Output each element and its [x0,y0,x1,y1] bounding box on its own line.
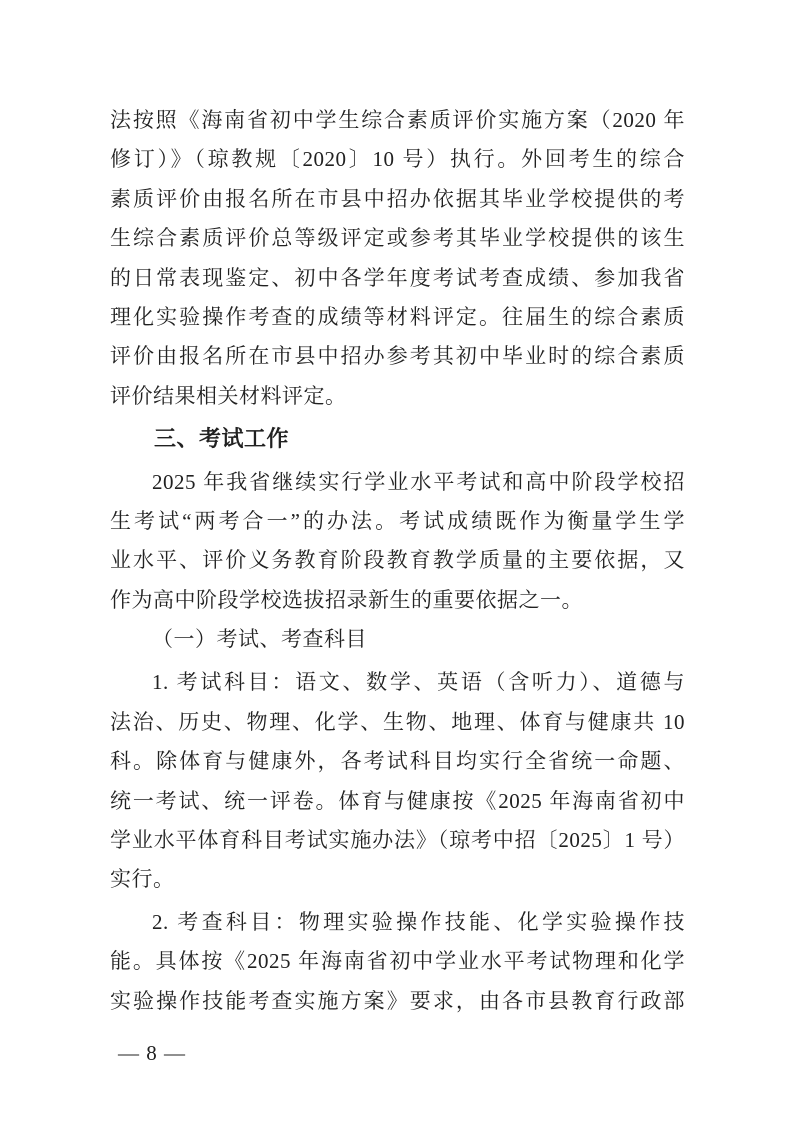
text-line: （一）考试、考查科目 [152,627,367,652]
text-line: 业水平、评价义务教育阶段教育教学质量的主要依据，又 [110,548,685,573]
text-line: 实验操作技能考查实施方案》要求，由各市县教育行政部 [110,988,685,1013]
text-line: 能。具体按《2025 年海南省初中学业水平考试物理和化学 [110,949,685,974]
document-body [110,101,685,1021]
text-line: 1. 考试科目：语文、数学、英语（含听力）、道德与 [152,670,685,695]
text-line: 生综合素质评价总等级评定或参考其毕业学校提供的该生 [110,226,685,251]
paragraph-assessment-subjects [110,903,685,1021]
text-line: 统一考试、统一评卷。体育与健康按《2025 年海南省初中 [110,788,685,813]
text-line: 理化实验操作考查的成绩等材料评定。往届生的综合素质 [110,304,685,329]
text-line: 2. 考查科目：物理实验操作技能、化学实验操作技 [152,909,685,934]
paragraph-comprehensive-quality-evaluation [110,101,685,416]
text-line: 评价由报名所在市县中招办参考其初中毕业时的综合素质 [110,344,685,369]
page-number: — 8 — [118,1041,186,1065]
text-line: 法按照《海南省初中学生综合素质评价实施方案（2020 年 [110,108,685,132]
text-line: 素质评价由报名所在市县中招办依据其毕业学校提供的考 [110,186,685,211]
text-line: 学业水平体育科目考试实施办法》（琼考中招〔2025〕1 号） [110,828,685,853]
text-line: 实行。 [110,867,175,892]
subsection-heading-exam-subjects [110,620,685,659]
text-line: 生考试“两考合一”的办法。考试成绩既作为衡量学生学 [110,508,685,533]
text-line: 作为高中阶段学校选拔招录新生的重要依据之一。 [110,587,583,612]
text-line: 科。除体育与健康外，各考试科目均实行全省统一命题、 [110,749,685,774]
text-line: 修订）》（琼教规〔2020〕10 号）执行。外回考生的综合 [110,147,685,172]
section-heading-exam-work [110,419,685,458]
text-line: 法治、历史、物理、化学、生物、地理、体育与健康共 10 [110,709,685,734]
paragraph-two-exams-in-one [110,463,685,621]
paragraph-exam-subjects [110,663,685,899]
text-line: 的日常表现鉴定、初中各学年度考试考查成绩、参加我省 [110,265,685,290]
text-line: 2025 年我省继续实行学业水平考试和高中阶段学校招 [152,469,685,494]
text-line: 评价结果相关材料评定。 [110,383,347,408]
text-line: 三、考试工作 [154,426,290,452]
